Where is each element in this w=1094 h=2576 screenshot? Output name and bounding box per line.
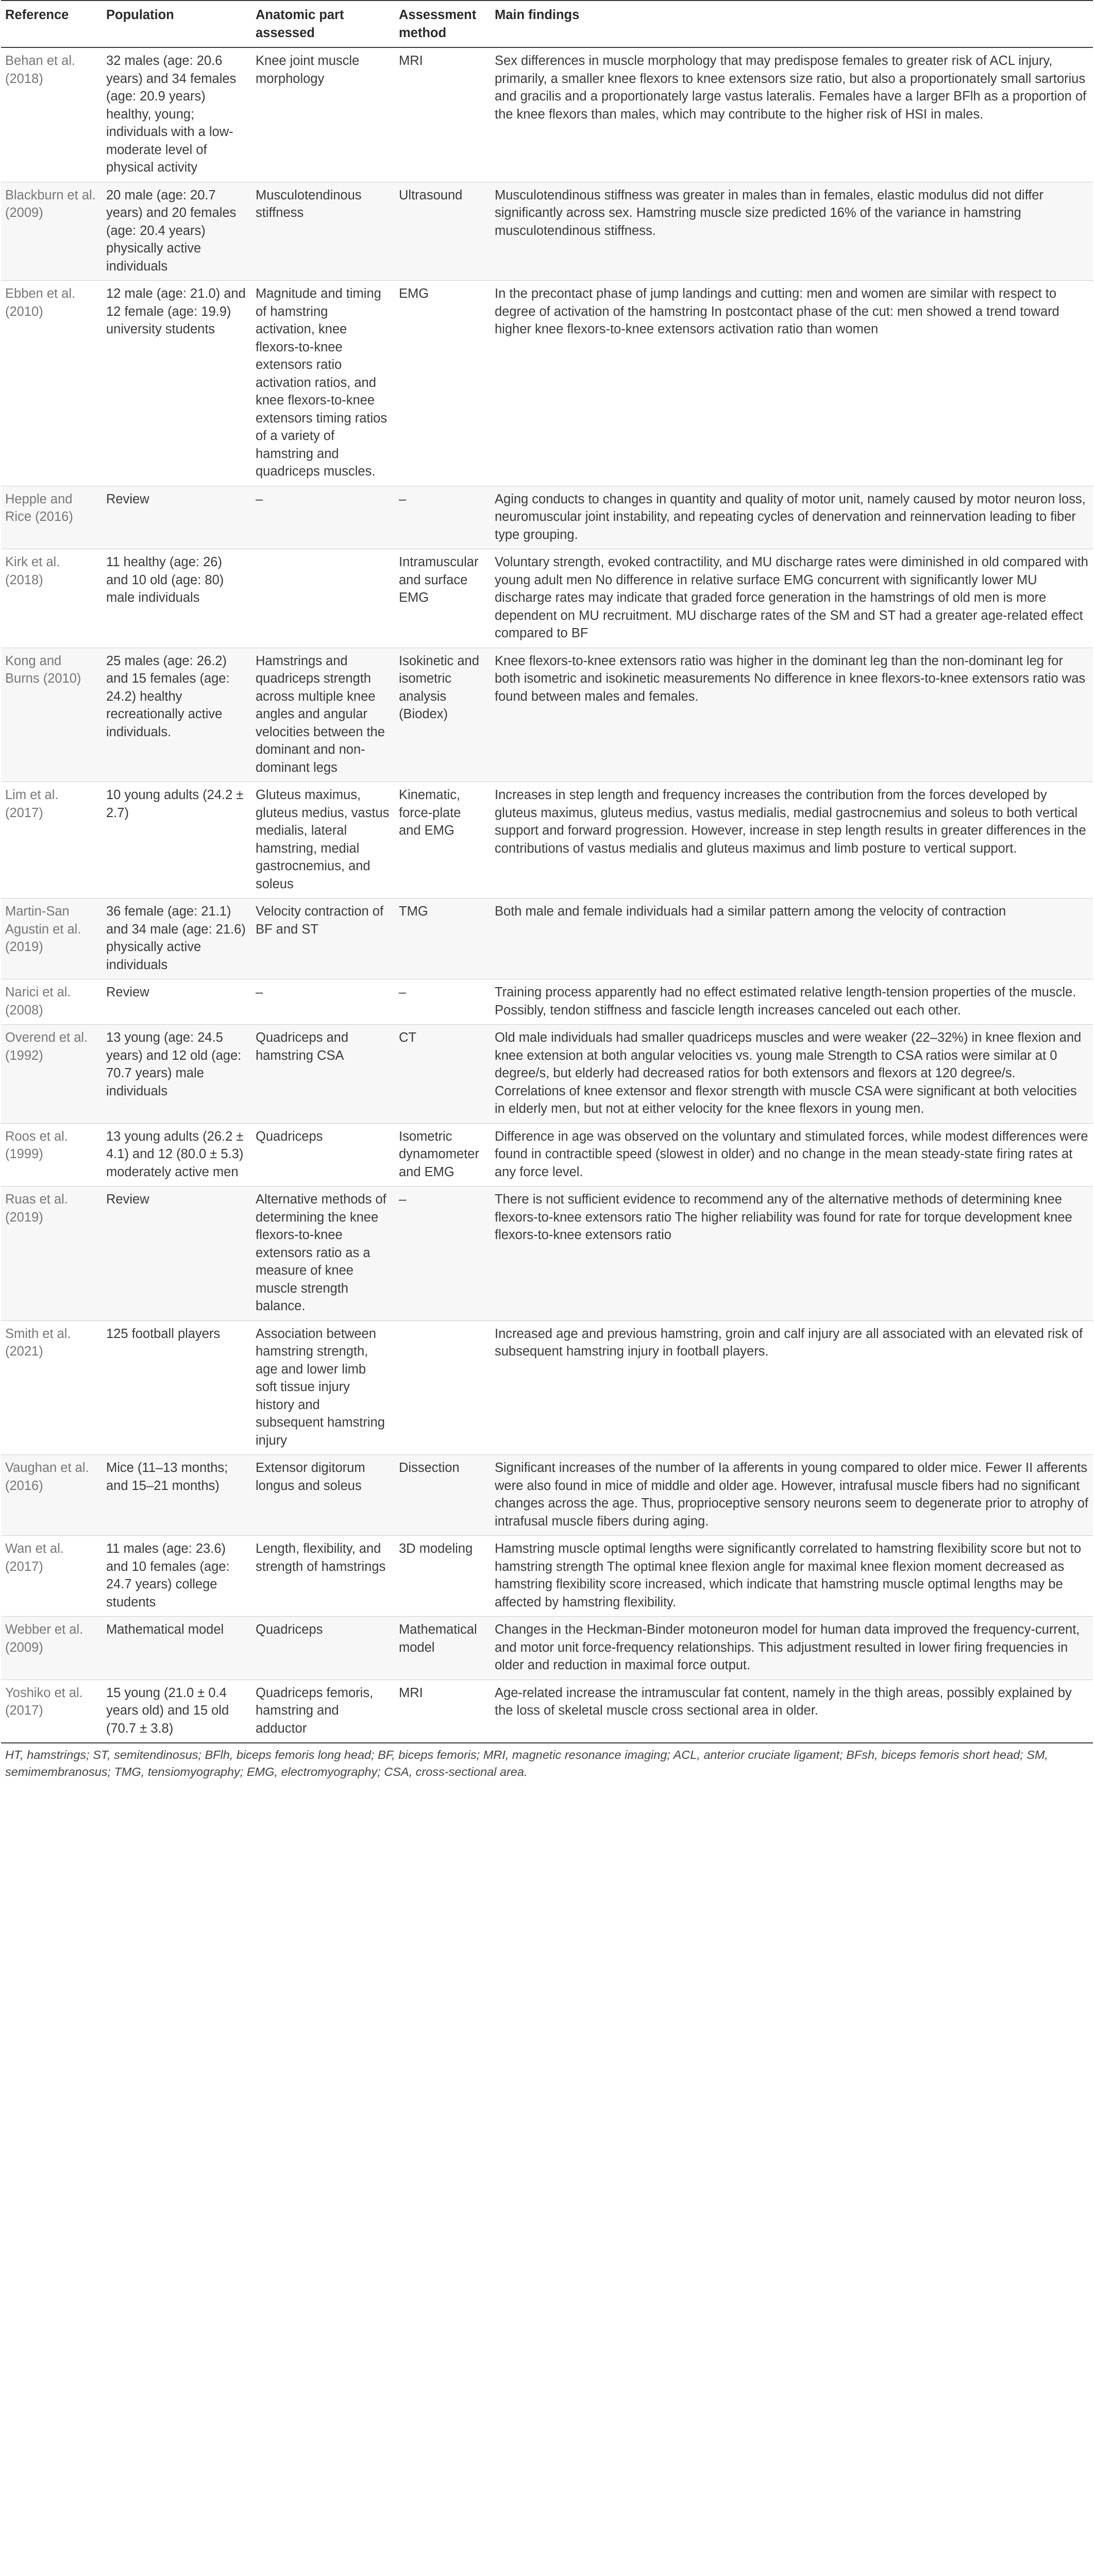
cell-assessment-method: MRI bbox=[395, 47, 491, 182]
cell-assessment-method: Isokinetic and isometric analysis (Biodex) bbox=[395, 648, 491, 782]
cell-anatomic-part: Velocity contraction of BF and ST bbox=[251, 899, 395, 979]
cell-anatomic-part: Quadriceps and hamstring CSA bbox=[251, 1025, 395, 1124]
cell-population: Mathematical model bbox=[102, 1617, 251, 1680]
cell-assessment-method: 3D modeling bbox=[395, 1536, 491, 1617]
cell-assessment-method: Ultrasound bbox=[395, 182, 491, 281]
cell-main-findings: Difference in age was observed on the voluntary and stimulated forces, while modest differences were found in contractible speed (slowest in older) and no change in the mean steady-state firing rates at any force level. bbox=[491, 1123, 1093, 1187]
table-header bbox=[1, 1, 1093, 47]
studies-table bbox=[1, 0, 1093, 1743]
cell-reference: Overend et al. (1992) bbox=[1, 1025, 102, 1124]
cell-reference: Blackburn et al. (2009) bbox=[1, 182, 102, 281]
cell-reference: Behan et al. (2018) bbox=[1, 47, 102, 182]
cell-reference: Vaughan et al. (2016) bbox=[1, 1455, 102, 1536]
cell-anatomic-part: Knee joint muscle morphology bbox=[251, 47, 395, 182]
table-row bbox=[1, 782, 1093, 899]
cell-main-findings: Significant increases of the number of Ia afferents in young compared to older mice. Fewer II afferents were also found in mice of middle and older age. However, intrafusal muscle fibers had no significant changes across the age. Thus, proprioceptive sensory neurons seem to degenerate prior to atrophy of intrafusal muscle fibers during aging. bbox=[491, 1455, 1093, 1536]
cell-main-findings: Increases in step length and frequency increases the contribution from the forces developed by gluteus maximus, gluteus medius, vastus medialis, medial gastrocnemius and soleus to both vertical support and forward progression. However, increase in step length results in greater differences in the contributions of vastus medialis and gluteus maximus and limb posture to vertical support. bbox=[491, 782, 1093, 899]
cell-reference: Yoshiko et al. (2017) bbox=[1, 1680, 102, 1743]
cell-assessment-method: Kinematic, force-plate and EMG bbox=[395, 782, 491, 899]
table-row bbox=[1, 979, 1093, 1025]
cell-main-findings: Aging conducts to changes in quantity and quality of motor unit, namely caused by motor neuron loss, neuromuscular joint instability, and repeating cycles of denervation and reinnervation leading to fiber type grouping. bbox=[491, 486, 1093, 549]
cell-population: Review bbox=[102, 979, 251, 1025]
table-row bbox=[1, 1187, 1093, 1321]
cell-main-findings: Changes in the Heckman-Binder motoneuron model for human data improved the frequency-current, and motor unit force-frequency relationships. This adjustment resulted in lower firing frequencies in older and reduction in maximal force output. bbox=[491, 1617, 1093, 1680]
cell-assessment-method: TMG bbox=[395, 899, 491, 979]
cell-anatomic-part: Gluteus maximus, gluteus medius, vastus medialis, lateral hamstring, medial gastrocnemius, and soleus bbox=[251, 782, 395, 899]
cell-main-findings: Knee flexors-to-knee extensors ratio was higher in the dominant leg than the non-dominant leg for both isometric and isokinetic measurements No difference in knee flexors-to-knee extensors ratio was found between males and females. bbox=[491, 648, 1093, 782]
cell-anatomic-part: Musculotendinous stiffness bbox=[251, 182, 395, 281]
cell-anatomic-part: – bbox=[251, 979, 395, 1025]
cell-anatomic-part: Quadriceps bbox=[251, 1617, 395, 1680]
cell-assessment-method: Mathematical model bbox=[395, 1617, 491, 1680]
table-row bbox=[1, 1320, 1093, 1455]
cell-anatomic-part: Magnitude and timing of hamstring activation, knee flexors-to-knee extensors ratio activation ratios, and knee flexors-to-knee extensors timing ratios of a variety of hamstring and quadriceps muscles. bbox=[251, 281, 395, 486]
cell-assessment-method bbox=[395, 1320, 491, 1455]
cell-population: 25 males (age: 26.2) and 15 females (age: 24.2) healthy recreationally active individuals. bbox=[102, 648, 251, 782]
table-row bbox=[1, 486, 1093, 549]
cell-assessment-method: Isometric dynamometer and EMG bbox=[395, 1123, 491, 1187]
header-assessment-method: Assessment method bbox=[395, 1, 491, 47]
table-row bbox=[1, 47, 1093, 182]
table-row bbox=[1, 281, 1093, 486]
cell-reference: Martin-San Agustin et al. (2019) bbox=[1, 899, 102, 979]
cell-anatomic-part: Extensor digitorum longus and soleus bbox=[251, 1455, 395, 1536]
cell-main-findings: Training process apparently had no effect estimated relative length-tension properties of the muscle. Possibly, tendon stiffness and fascicle length increases canceled out each other. bbox=[491, 979, 1093, 1025]
cell-anatomic-part bbox=[251, 549, 395, 648]
table-body bbox=[1, 47, 1093, 1743]
cell-main-findings: In the precontact phase of jump landings and cutting: men and women are similar with respect to degree of activation of the hamstring In postcontact phase of the cut: men showed a trend toward higher knee flexors-to-knee extensors activation ratio than women bbox=[491, 281, 1093, 486]
cell-population: 10 young adults (24.2 ± 2.7) bbox=[102, 782, 251, 899]
cell-population: Review bbox=[102, 486, 251, 549]
header-reference: Reference bbox=[1, 1, 102, 47]
cell-main-findings: Age-related increase the intramuscular fat content, namely in the thigh areas, possibly explained by the loss of skeletal muscle cross sectional area in older. bbox=[491, 1680, 1093, 1743]
header-population: Population bbox=[102, 1, 251, 47]
cell-main-findings: Old male individuals had smaller quadriceps muscles and were weaker (22–32%) in knee flexion and knee extension at both angular velocities vs. young male Strength to CSA ratios were similar at 0 degree/s, but elderly had decreased ratios for both extensors and flexors at 120 degree/s. Correlations of knee extensor and flexor strength with muscle CSA were significant at both velocities in elderly men, but not at either velocity for the knee flexors in young men. bbox=[491, 1025, 1093, 1124]
cell-main-findings: Sex differences in muscle morphology that may predispose females to greater risk of ACL injury, primarily, a smaller knee flexors to knee extensors size ratio, but also a proportionately small sartorius and gracilis and a proportionately large vastus lateralis. Females have a larger BFlh as a proportion of the knee flexors than males, which may contribute to the higher risk of HSI in males. bbox=[491, 47, 1093, 182]
table-row bbox=[1, 1536, 1093, 1617]
cell-reference: Narici et al. (2008) bbox=[1, 979, 102, 1025]
cell-main-findings: Increased age and previous hamstring, groin and calf injury are all associated with an elevated risk of subsequent hamstring injury in football players. bbox=[491, 1320, 1093, 1455]
cell-assessment-method: Dissection bbox=[395, 1455, 491, 1536]
cell-main-findings: Voluntary strength, evoked contractility, and MU discharge rates were diminished in old compared with young adult men No difference in relative surface EMG concurrent with significantly lower MU discharge rates may indicate that graded force generation in the hamstrings of old men is more dependent on MU recruitment. MU discharge rates of the SM and ST had a greater age-related effect compared to BF bbox=[491, 549, 1093, 648]
table-row bbox=[1, 182, 1093, 281]
cell-reference: Lim et al. (2017) bbox=[1, 782, 102, 899]
table-row bbox=[1, 1617, 1093, 1680]
cell-reference: Wan et al. (2017) bbox=[1, 1536, 102, 1617]
cell-reference: Roos et al. (1999) bbox=[1, 1123, 102, 1187]
cell-anatomic-part: Quadriceps femoris, hamstring and adductor bbox=[251, 1680, 395, 1743]
cell-anatomic-part: Length, flexibility, and strength of hamstrings bbox=[251, 1536, 395, 1617]
cell-population: 32 males (age: 20.6 years) and 34 females (age: 20.9 years) healthy, young; individuals with a low-moderate level of physical activity bbox=[102, 47, 251, 182]
table-row bbox=[1, 648, 1093, 782]
cell-population: 11 males (age: 23.6) and 10 females (age: 24.7 years) college students bbox=[102, 1536, 251, 1617]
cell-population: 12 male (age: 21.0) and 12 female (age: 19.9) university students bbox=[102, 281, 251, 486]
cell-population: 125 football players bbox=[102, 1320, 251, 1455]
cell-population: 13 young adults (26.2 ± 4.1) and 12 (80.0 ± 5.3) moderately active men bbox=[102, 1123, 251, 1187]
header-row bbox=[1, 1, 1093, 47]
cell-reference: Kirk et al. (2018) bbox=[1, 549, 102, 648]
cell-assessment-method: CT bbox=[395, 1025, 491, 1124]
cell-anatomic-part: Hamstrings and quadriceps strength across multiple knee angles and angular velocities between the dominant and non-dominant legs bbox=[251, 648, 395, 782]
cell-reference: Ruas et al. (2019) bbox=[1, 1187, 102, 1321]
cell-anatomic-part: Association between hamstring strength, age and lower limb soft tissue injury history and subsequent hamstring injury bbox=[251, 1320, 395, 1455]
cell-anatomic-part: – bbox=[251, 486, 395, 549]
cell-reference: Ebben et al. (2010) bbox=[1, 281, 102, 486]
cell-reference: Hepple and Rice (2016) bbox=[1, 486, 102, 549]
cell-anatomic-part: Quadriceps bbox=[251, 1123, 395, 1187]
header-anatomic-part: Anatomic part assessed bbox=[251, 1, 395, 47]
cell-anatomic-part: Alternative methods of determining the knee flexors-to-knee extensors ratio as a measure of knee muscle strength balance. bbox=[251, 1187, 395, 1321]
cell-population: 13 young (age: 24.5 years) and 12 old (age: 70.7 years) male individuals bbox=[102, 1025, 251, 1124]
cell-population: 11 healthy (age: 26) and 10 old (age: 80) male individuals bbox=[102, 549, 251, 648]
table-row bbox=[1, 899, 1093, 979]
table-row bbox=[1, 549, 1093, 648]
cell-assessment-method: MRI bbox=[395, 1680, 491, 1743]
cell-reference: Kong and Burns (2010) bbox=[1, 648, 102, 782]
table-row bbox=[1, 1680, 1093, 1743]
cell-main-findings: Both male and female individuals had a similar pattern among the velocity of contraction bbox=[491, 899, 1093, 979]
cell-assessment-method: Intramuscular and surface EMG bbox=[395, 549, 491, 648]
cell-reference: Webber et al. (2009) bbox=[1, 1617, 102, 1680]
cell-main-findings: Hamstring muscle optimal lengths were significantly correlated to hamstring flexibility score but not to hamstring strength The optimal knee flexion angle for maximal knee flexion moment decreased as hamstring flexibility score increased, which indicate that hamstring muscle optimal lengths may be affected by hamstring flexibility. bbox=[491, 1536, 1093, 1617]
cell-assessment-method: – bbox=[395, 979, 491, 1025]
cell-population: Review bbox=[102, 1187, 251, 1321]
table-row bbox=[1, 1025, 1093, 1124]
table-footnote: HT, hamstrings; ST, semitendinosus; BFlh, biceps femoris long head; BF, biceps femoris; MRI, magnetic resonance imaging; ACL, anterior cruciate ligament; BFsh, biceps femoris short head; SM, semimembranosus; TMG, tensiomyography; EMG, electromyography; CSA, cross-sectional area. bbox=[5, 1748, 1049, 1778]
cell-reference: Smith et al. (2021) bbox=[1, 1320, 102, 1455]
cell-population: Mice (11–13 months; and 15–21 months) bbox=[102, 1455, 251, 1536]
cell-assessment-method: – bbox=[395, 1187, 491, 1321]
cell-assessment-method: – bbox=[395, 486, 491, 549]
cell-main-findings: Musculotendinous stiffness was greater in males than in females, elastic modulus did not differ significantly across sex. Hamstring muscle size predicted 16% of the variance in hamstring musculotendinous stiffness. bbox=[491, 182, 1093, 281]
table-row bbox=[1, 1455, 1093, 1536]
cell-population: 20 male (age: 20.7 years) and 20 females (age: 20.4 years) physically active individuals bbox=[102, 182, 251, 281]
cell-assessment-method: EMG bbox=[395, 281, 491, 486]
cell-main-findings: There is not sufficient evidence to recommend any of the alternative methods of determining knee flexors-to-knee extensors ratio The higher reliability was found for rate for torque development knee flexors-to-knee extensors ratio bbox=[491, 1187, 1093, 1321]
table-row bbox=[1, 1123, 1093, 1187]
cell-population: 15 young (21.0 ± 0.4 years old) and 15 old (70.7 ± 3.8) bbox=[102, 1680, 251, 1743]
header-main-findings: Main findings bbox=[491, 1, 1093, 47]
cell-population: 36 female (age: 21.1) and 34 male (age: 21.6) physically active individuals bbox=[102, 899, 251, 979]
